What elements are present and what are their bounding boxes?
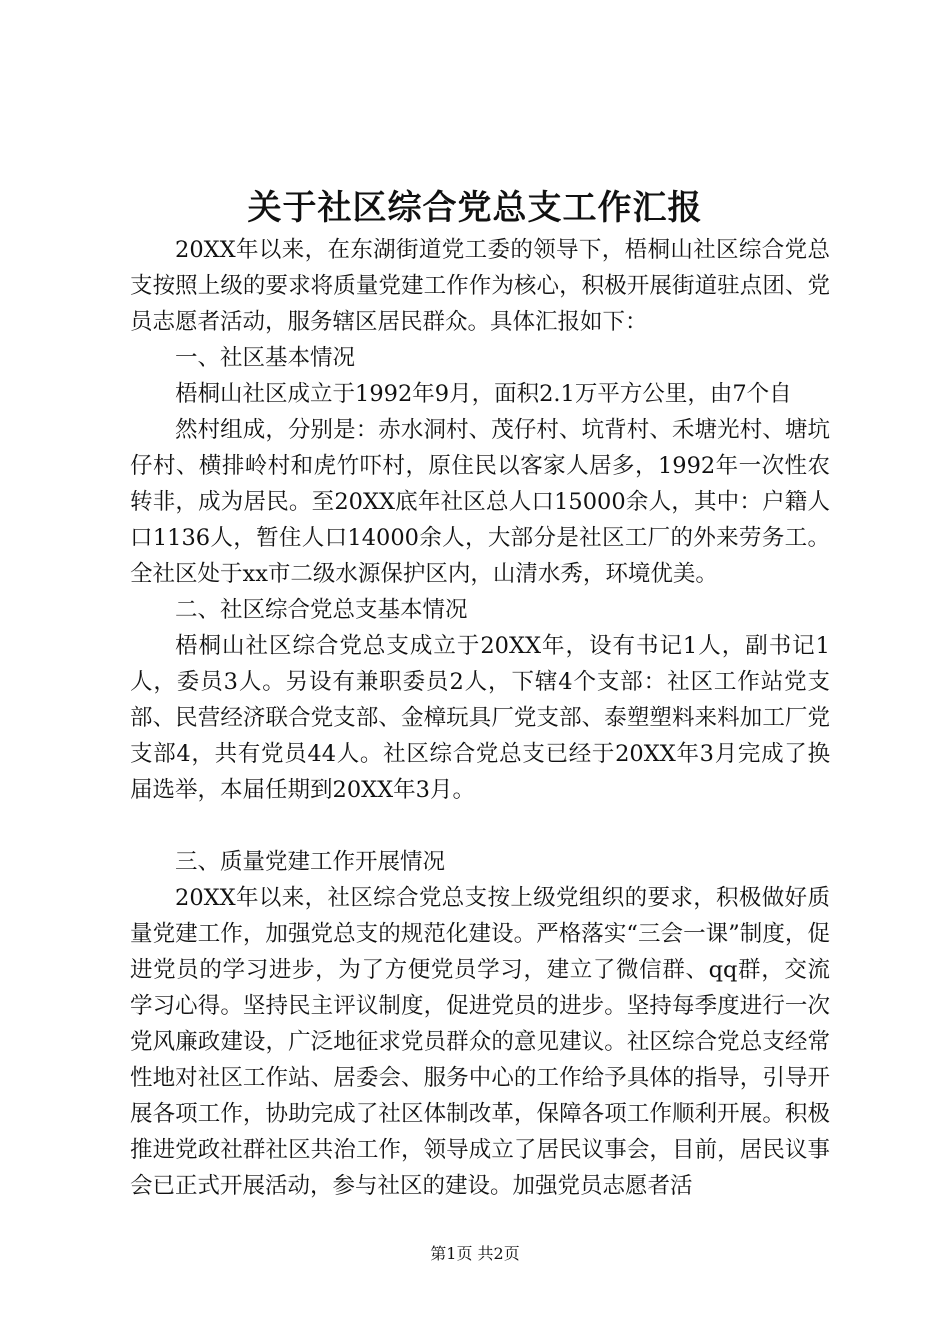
document-body xyxy=(130,232,830,1204)
section-heading-1: 一、社区基本情况 xyxy=(175,345,356,371)
paragraph-quality-party: 20XX年以来，社区综合党总支按上级党组织的要求，积极做好质量党建工作，加强党总支的规范化建设。严格落实“三会一课”制度，促进党员的学习进步，为了方便党员学习，建立了微信群、qq群，交流学习心得。坚持民主评议制度，促进党员的进步。坚持每季度进行一次党风廉政建设，广泛地征求党员群众的意见建议。社区综合党总支经常性地对社区工作站、居委会、服务中心的工作给予具体的指导，引导开展各项工作，协助完成了社区体制改革，保障各项工作顺利开展。积极推进党政社群社区共治工作，领导成立了居民议事会，目前，居民议事会已正式开展活动，参与社区的建设。加强党员志愿者活 xyxy=(130,885,830,1199)
paragraph-basic-info-start: 梧桐山社区成立于1992年9月，面积2.1万平方公里，由7个自 xyxy=(175,381,792,407)
paragraph-intro: 20XX年以来，在东湖街道党工委的领导下，梧桐山社区综合党总支按照上级的要求将质量党建工作作为核心，积极开展街道驻点团、党员志愿者活动，服务辖区居民群众。具体汇报如下： xyxy=(130,237,830,335)
section-heading-3: 三、质量党建工作开展情况 xyxy=(175,849,446,875)
page-footer: 第1页 共2页 xyxy=(430,1244,520,1263)
section-heading-2: 二、社区综合党总支基本情况 xyxy=(175,597,468,623)
paragraph-basic-info: 然村组成，分别是：赤水洞村、茂仔村、坑背村、禾塘光村、塘坑仔村、横排岭村和虎竹吓村，原住民以客家人居多，1992年一次性农转非，成为居民。至20XX底年社区总人口15000余人，其中：户籍人口1136人，暂住人口14000余人，大部分是社区工厂的外来劳务工。全社区处于xx市二级水源保护区内，山清水秀，环境优美。 xyxy=(130,417,830,587)
blank-line xyxy=(130,808,830,844)
document-title: 关于社区综合党总支工作汇报 xyxy=(247,188,703,228)
paragraph-party-branch: 梧桐山社区综合党总支成立于20XX年，设有书记1人，副书记1人，委员3人。另设有兼职委员2人，下辖4个支部：社区工作站党支部、民营经济联合党支部、金樟玩具厂党支部、泰塑塑料来料加工厂党支部4，共有党员44人。社区综合党总支已经于20XX年3月完成了换届选举，本届任期到20XX年3月。 xyxy=(130,633,830,803)
